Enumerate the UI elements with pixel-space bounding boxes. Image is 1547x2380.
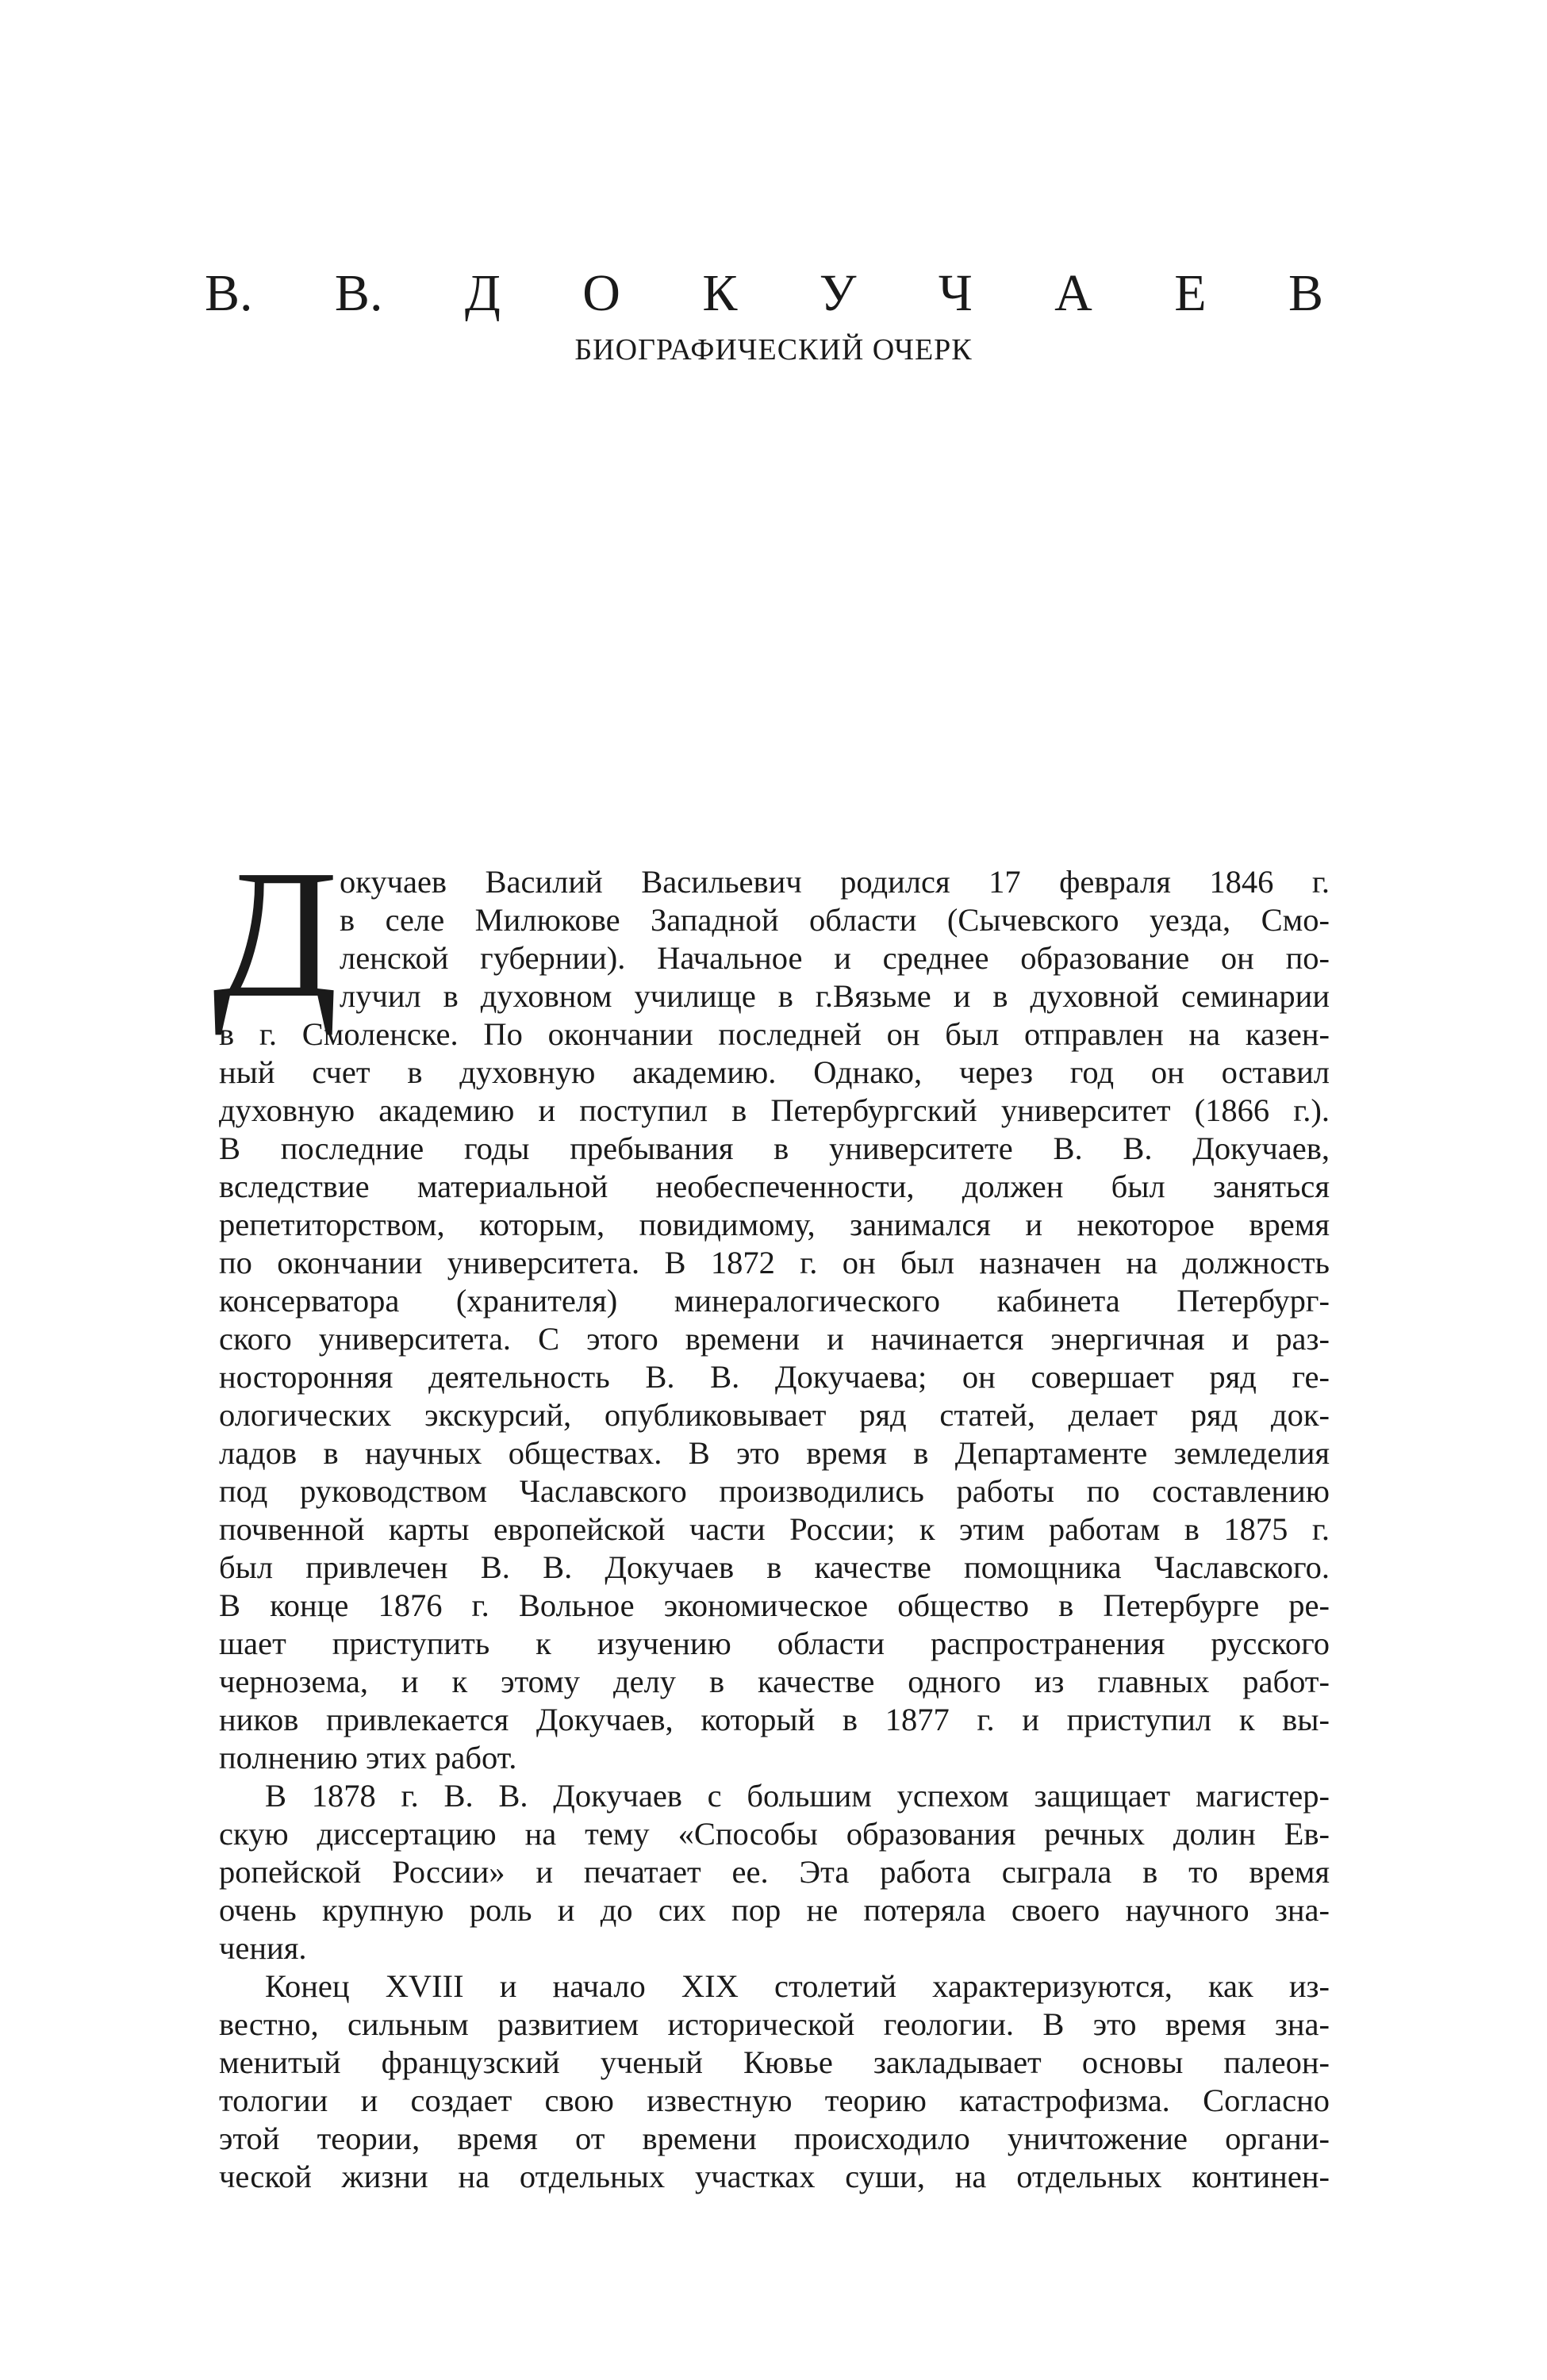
title-letter: Д (464, 264, 501, 322)
text-line: репетиторством, которым, повидимому, занимался и некоторое время (219, 1207, 1330, 1242)
text-line: носторонняя деятельность В. В. Докучаева; он совершает ряд ге- (219, 1359, 1330, 1395)
text-line: ленской губернии). Начальное и среднее образование он по- (340, 940, 1330, 976)
text-line: ского университета. С этого времени и начинается энергичная и раз- (219, 1321, 1330, 1357)
title-letter: К (702, 264, 738, 322)
text-line: Конец XVIII и начало XIX столетий характеризуются, как из- (265, 1968, 1330, 2004)
text-line: лучил в духовном училище в г.Вязьме и в духовной семинарии (340, 978, 1330, 1014)
text-line: чения. (219, 1930, 307, 1966)
subtitle: БИОГРАФИЧЕСКИЙ ОЧЕРК (574, 333, 973, 367)
title-letter: В. (205, 264, 253, 322)
title-letter: О (582, 264, 620, 322)
text-line: ологических экскурсий, опубликовывает ряд статей, делает ряд док- (219, 1397, 1330, 1433)
text-line: был привлечен В. В. Докучаев в качестве помощника Чаславского. (219, 1549, 1330, 1585)
text-line: полнению этих работ. (219, 1740, 517, 1775)
text-line: шает приступить к изучению области распространения русского (219, 1626, 1330, 1661)
text-line: под руководством Чаславского производились работы по составлению (219, 1473, 1330, 1509)
text-line: В конце 1876 г. Вольное экономическое общество в Петербурге ре- (219, 1587, 1330, 1623)
text-line: ный счет в духовную академию. Однако, через год он оставил (219, 1054, 1330, 1090)
text-line: в г. Смоленске. По окончании последней он был отправлен на казен- (219, 1016, 1330, 1052)
text-line: В последние годы пребывания в университете В. В. Докучаев, (219, 1130, 1330, 1166)
text-line: очень крупную роль и до сих пор не потеряла своего научного зна- (219, 1892, 1330, 1928)
text-line: в селе Милюкове Западной области (Сычевского уезда, Смо- (340, 902, 1330, 938)
text-line: ческой жизни на отдельных участках суши, на отдельных континен- (219, 2159, 1330, 2194)
drop-cap-letter: Д (213, 832, 339, 1036)
text-line: скую диссертацию на тему «Способы образования речных долин Ев- (219, 1816, 1330, 1852)
text-line: по окончании университета. В 1872 г. он был назначен на должность (219, 1245, 1330, 1280)
text-line: почвенной карты европейской части России; к этим работам в 1875 г. (219, 1511, 1330, 1547)
text-line: ладов в научных обществах. В это время в Департаменте земледелия (219, 1435, 1330, 1471)
text-line: вследствие материальной необеспеченности, должен был заняться (219, 1169, 1330, 1204)
text-line: духовную академию и поступил в Петербургский университет (1866 г.). (219, 1092, 1330, 1128)
text-line: ников привлекается Докучаев, который в 1877 г. и приступил к вы- (219, 1702, 1330, 1737)
author-name-title (205, 262, 1323, 325)
text-line: консерватора (хранителя) минералогического кабинета Петербург- (219, 1283, 1330, 1319)
text-line: ропейской России» и печатает ее. Эта работа сыграла в то время (219, 1854, 1330, 1890)
title-letter: В (1288, 264, 1323, 322)
title-letter: Е (1174, 264, 1207, 322)
article-body (219, 863, 1330, 2196)
title-letter: У (819, 264, 857, 322)
text-line: этой теории, время от времени происходило уничтожение органи- (219, 2121, 1330, 2156)
text-line: В 1878 г. В. В. Докучаев с большим успехом защищает магистер- (265, 1778, 1330, 1814)
title-letter: В. (334, 264, 383, 322)
text-line: менитый французский ученый Кювье закладывает основы палеон- (219, 2044, 1330, 2080)
title-letter: А (1054, 264, 1092, 322)
text-line: окучаев Василий Васильевич родился 17 февраля 1846 г. (340, 864, 1330, 900)
text-line: чернозема, и к этому делу в качестве одного из главных работ- (219, 1664, 1330, 1699)
text-line: вестно, сильным развитием исторической геологии. В это время зна- (219, 2006, 1330, 2042)
text-line: тологии и создает свою известную теорию катастрофизма. Согласно (219, 2082, 1330, 2118)
title-letter: Ч (938, 264, 973, 322)
